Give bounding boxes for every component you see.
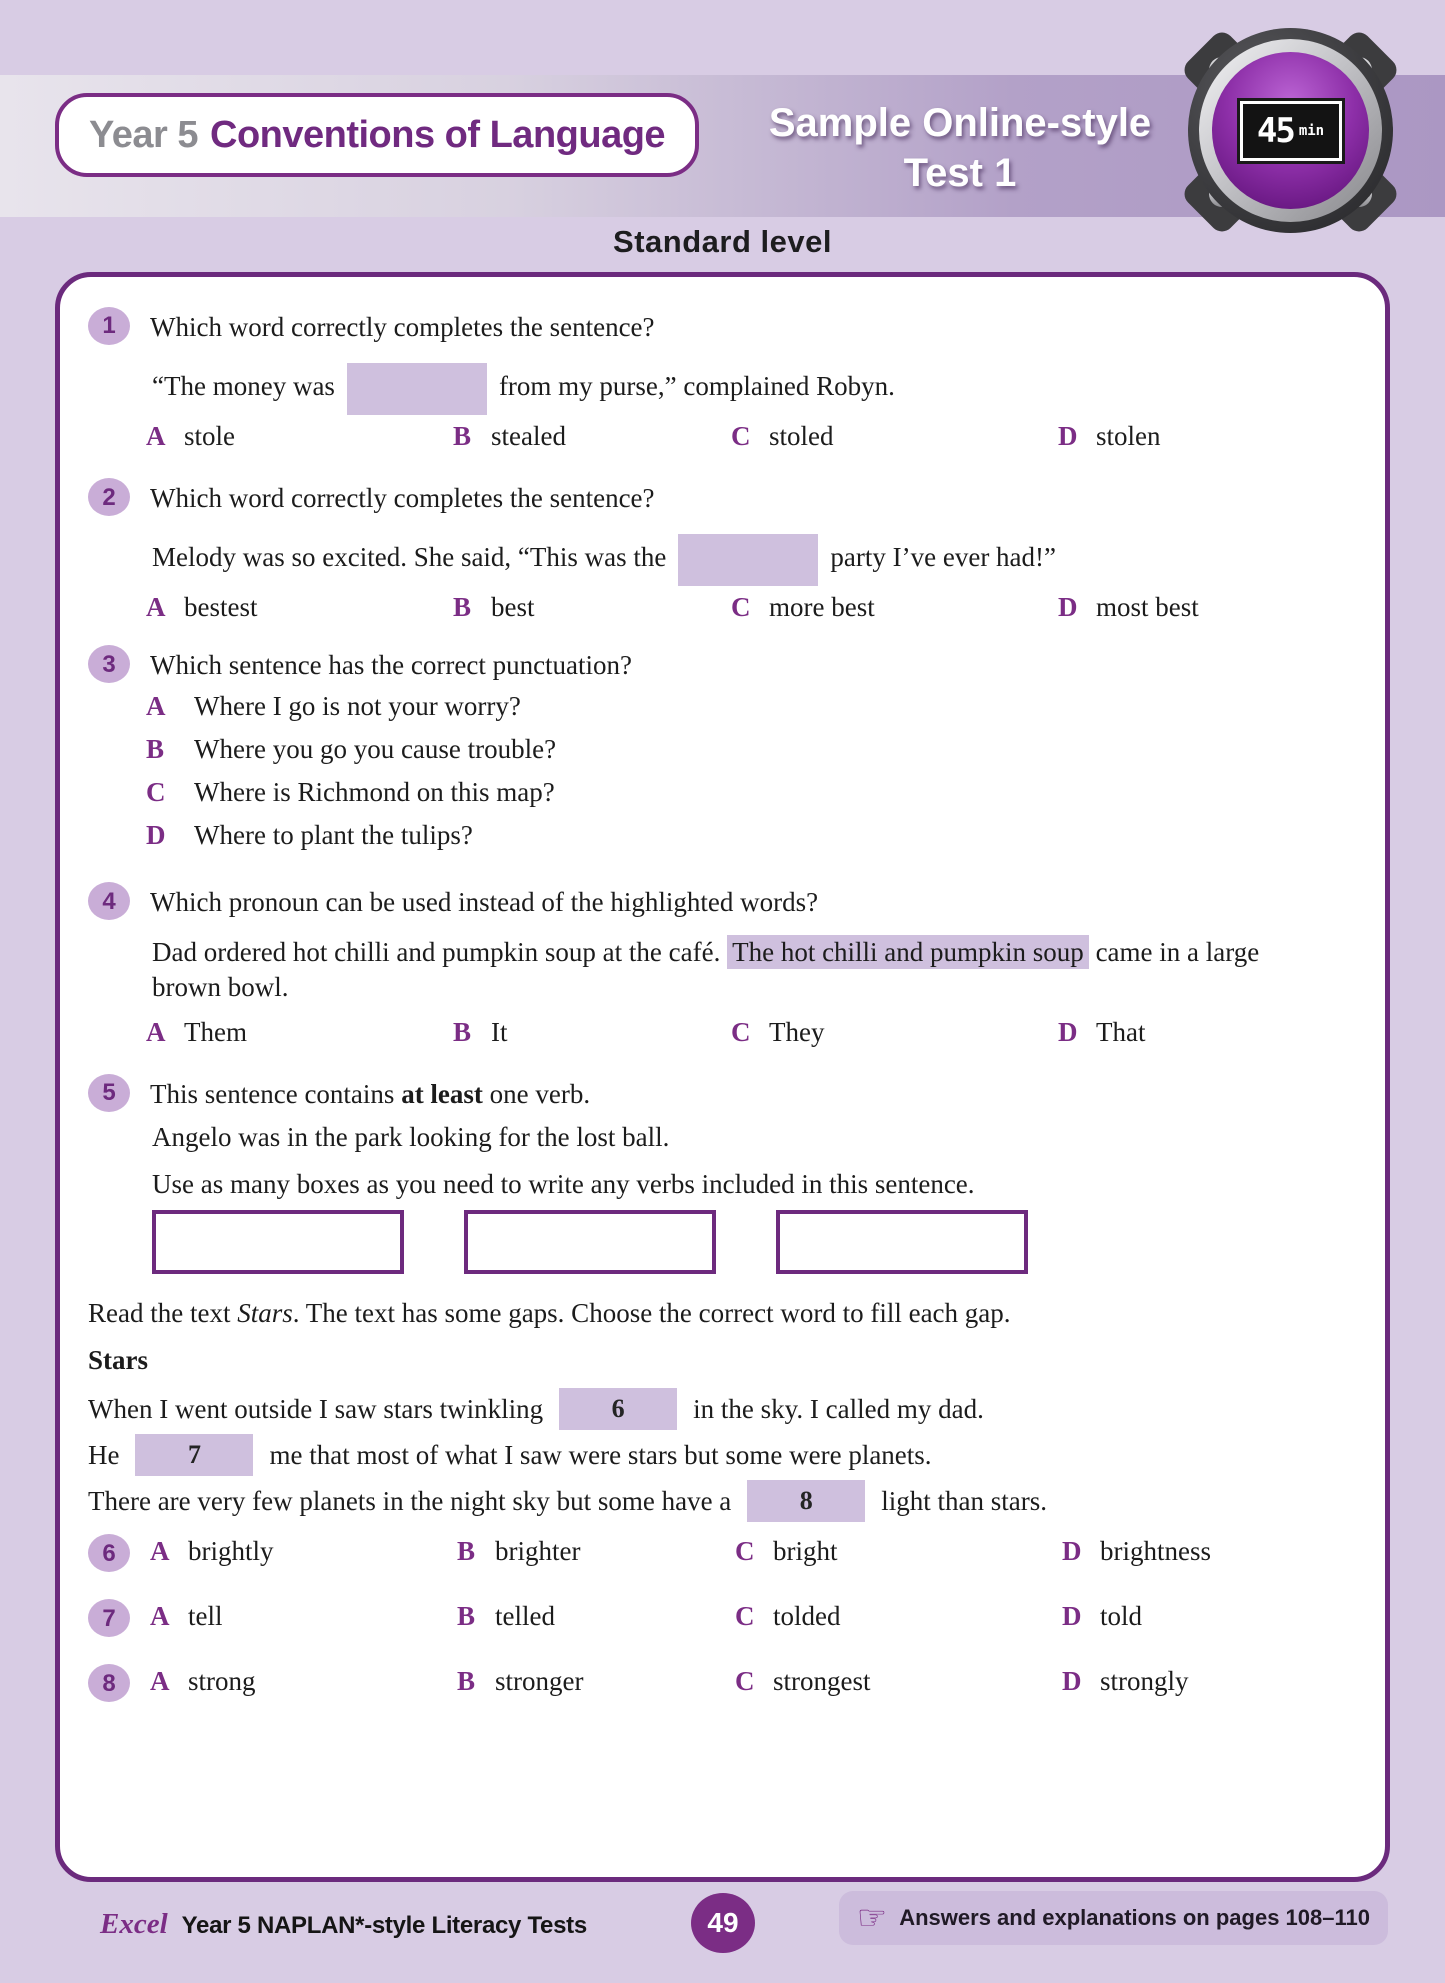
- passage-line-3: [88, 1478, 1351, 1524]
- question-7: [88, 1599, 1351, 1637]
- intro-text: . The text has some gaps. Choose the correct word to fill each gap.: [292, 1298, 1011, 1329]
- passage-text: light than stars.: [881, 1485, 1048, 1516]
- option-8d[interactable]: [1062, 1664, 1351, 1699]
- passage-text: There are very few planets in the night sky but some have a: [88, 1485, 732, 1516]
- option-letter: D: [1062, 1601, 1082, 1632]
- option-1a[interactable]: [146, 419, 453, 454]
- subject-label: Conventions of Language: [210, 113, 666, 156]
- question-2: [88, 478, 1351, 516]
- sentence-text: came in a large brown bowl.: [152, 936, 1260, 1002]
- prompt-text: This sentence contains: [150, 1078, 395, 1109]
- passage-line-2: [88, 1432, 1351, 1478]
- option-text: brightness: [1100, 1536, 1211, 1567]
- option-6a[interactable]: [150, 1534, 457, 1569]
- option-text: Where you go you cause trouble?: [194, 734, 557, 765]
- option-text: Where to plant the tulips?: [194, 820, 473, 851]
- timer-display: [1240, 101, 1342, 161]
- option-text: It: [491, 1016, 508, 1047]
- question-4-number: 4: [88, 882, 130, 920]
- option-letter: D: [1058, 592, 1078, 623]
- option-4b[interactable]: [453, 1015, 731, 1050]
- option-letter: A: [146, 421, 166, 452]
- year-label: Year 5: [89, 113, 198, 156]
- gap-8[interactable]: 8: [747, 1480, 865, 1522]
- question-3: [88, 645, 1351, 683]
- question-2-options: [146, 590, 1351, 625]
- sentence-text: “The money was: [152, 371, 335, 402]
- option-letter: C: [731, 421, 751, 452]
- intro-text: Read the text: [88, 1298, 231, 1329]
- passage-text: in the sky. I called my dad.: [693, 1393, 984, 1424]
- option-letter: C: [731, 1016, 751, 1047]
- option-4c[interactable]: [731, 1015, 1058, 1050]
- timer-ring: [1199, 39, 1382, 222]
- test-panel: [55, 272, 1390, 1882]
- option-letter: C: [146, 777, 166, 808]
- question-2-prompt: Which word correctly completes the sentence?: [150, 483, 655, 514]
- passage-text: He: [88, 1439, 120, 1470]
- option-letter: B: [457, 1536, 476, 1567]
- option-6d[interactable]: [1062, 1534, 1351, 1569]
- option-letter: D: [146, 820, 166, 851]
- option-letter: B: [453, 421, 472, 452]
- sentence-text: Dad ordered hot chilli and pumpkin soup at the café.: [152, 936, 721, 967]
- question-7-number: 7: [88, 1599, 130, 1637]
- option-letter: B: [457, 1601, 476, 1632]
- answer-box-1[interactable]: [152, 1210, 404, 1274]
- option-letter: A: [146, 691, 166, 722]
- question-6-options: [150, 1534, 1351, 1569]
- option-3d[interactable]: [146, 818, 1351, 861]
- option-letter: D: [1058, 421, 1078, 452]
- option-letter: C: [735, 1666, 755, 1697]
- question-5-instruction: Use as many boxes as you need to write any verbs included in this sentence.: [152, 1169, 975, 1200]
- question-8-number: 8: [88, 1664, 130, 1702]
- option-letter: D: [1062, 1666, 1082, 1697]
- brand-logo: Excel: [100, 1908, 168, 1940]
- sentence-text: from my purse,” complained Robyn.: [498, 371, 895, 402]
- passage-line-1: [88, 1386, 1351, 1432]
- page-number-badge: 49: [691, 1893, 755, 1953]
- option-4a[interactable]: [146, 1015, 453, 1050]
- passage-text: me that most of what I saw were stars but some were planets.: [269, 1439, 932, 1470]
- option-1b[interactable]: [453, 419, 731, 454]
- question-1-gap[interactable]: [347, 363, 487, 415]
- question-8-options: [150, 1664, 1351, 1699]
- gap-6[interactable]: 6: [559, 1388, 677, 1430]
- option-7c[interactable]: [735, 1599, 1062, 1634]
- option-text: Where I go is not your worry?: [194, 691, 521, 722]
- option-text: telled: [495, 1601, 555, 1632]
- question-5: [88, 1074, 1351, 1112]
- option-8b[interactable]: [457, 1664, 735, 1699]
- passage-title-inline: Stars: [237, 1298, 293, 1329]
- option-text: strong: [188, 1666, 256, 1697]
- passage-heading: Stars: [88, 1345, 148, 1376]
- option-7a[interactable]: [150, 1599, 457, 1634]
- option-letter: A: [150, 1536, 170, 1567]
- option-text: brightly: [188, 1536, 274, 1567]
- option-8a[interactable]: [150, 1664, 457, 1699]
- option-8c[interactable]: [735, 1664, 1062, 1699]
- question-4-options: [146, 1015, 1351, 1050]
- option-letter: A: [146, 592, 166, 623]
- option-letter: B: [146, 734, 165, 765]
- timer-unit: min: [1298, 122, 1325, 139]
- question-5-prompt: [150, 1074, 590, 1112]
- series-title: Year 5 NAPLAN*-style Literacy Tests: [181, 1912, 587, 1939]
- option-letter: A: [146, 1016, 166, 1047]
- question-3-prompt: Which sentence has the correct punctuation?: [150, 650, 633, 681]
- option-7b[interactable]: [457, 1599, 735, 1634]
- question-4: [88, 882, 1351, 920]
- option-2d[interactable]: [1058, 590, 1351, 625]
- option-2a[interactable]: [146, 590, 453, 625]
- option-2c[interactable]: [731, 590, 1058, 625]
- option-letter: A: [150, 1601, 170, 1632]
- option-text: stronger: [495, 1666, 584, 1697]
- answers-reference: [839, 1891, 1388, 1945]
- option-text: strongly: [1100, 1666, 1189, 1697]
- option-letter: D: [1062, 1536, 1082, 1567]
- passage-text: When I went outside I saw stars twinkling: [88, 1393, 544, 1424]
- timer-icon: [1188, 28, 1393, 233]
- question-3-number: 3: [88, 645, 130, 683]
- option-2b[interactable]: [453, 590, 731, 625]
- option-text: They: [769, 1016, 825, 1047]
- option-letter: B: [457, 1666, 476, 1697]
- question-1-options: [146, 419, 1351, 454]
- option-text: brighter: [495, 1536, 581, 1567]
- timer-body: [1188, 28, 1393, 233]
- question-1-sentence: [152, 363, 1351, 415]
- question-4-prompt: Which pronoun can be used instead of the highlighted words?: [150, 887, 819, 918]
- pointing-hand-icon: ☞: [856, 1898, 888, 1938]
- option-letter: D: [1058, 1016, 1078, 1047]
- question-2-sentence: [152, 534, 1351, 586]
- option-6b[interactable]: [457, 1534, 735, 1569]
- answer-box-2[interactable]: [464, 1210, 716, 1274]
- option-text: stolen: [1096, 421, 1161, 452]
- option-text: That: [1096, 1016, 1146, 1047]
- answer-box-3[interactable]: [776, 1210, 1028, 1274]
- level-heading: Standard level: [613, 224, 832, 259]
- test-title-line1: Sample Online-style: [768, 101, 1152, 145]
- option-text: tolded: [773, 1601, 841, 1632]
- option-1c[interactable]: [731, 419, 1058, 454]
- option-3c[interactable]: [146, 775, 1351, 818]
- option-letter: A: [150, 1666, 170, 1697]
- option-text: Where is Richmond on this map?: [194, 777, 555, 808]
- question-3-options: [146, 689, 1351, 861]
- gap-7[interactable]: 7: [135, 1434, 253, 1476]
- option-letter: B: [453, 1016, 472, 1047]
- question-1-prompt: Which word correctly completes the sentence?: [150, 312, 655, 342]
- option-text: Them: [184, 1016, 247, 1047]
- option-6c[interactable]: [735, 1534, 1062, 1569]
- option-text: bright: [773, 1536, 838, 1567]
- question-8: [88, 1664, 1351, 1702]
- sentence-text: Melody was so excited. She said, “This was the: [152, 542, 667, 573]
- option-text: stoled: [769, 421, 834, 452]
- highlighted-phrase: The hot chilli and pumpkin soup: [727, 935, 1089, 969]
- sentence-text: party I’ve ever had!”: [830, 542, 1057, 573]
- timer-face: [1212, 52, 1369, 209]
- passage-intro: [88, 1296, 1351, 1331]
- option-4d[interactable]: [1058, 1015, 1351, 1050]
- prompt-bold-text: at least: [401, 1078, 483, 1109]
- option-text: more best: [769, 592, 875, 623]
- question-4-text: [152, 935, 1327, 1005]
- question-6: [88, 1534, 1351, 1572]
- answers-note: Answers and explanations on pages 108–110: [899, 1905, 1370, 1930]
- option-text: strongest: [773, 1666, 871, 1697]
- option-1d[interactable]: [1058, 419, 1351, 454]
- question-5-sentence: Angelo was in the park looking for the lost ball.: [152, 1121, 670, 1152]
- test-title: [735, 98, 1185, 198]
- option-text: tell: [188, 1601, 223, 1632]
- question-1-number: 1: [88, 307, 130, 345]
- question-5-answer-boxes: [152, 1210, 1351, 1274]
- timer-minutes: 45: [1256, 110, 1294, 151]
- option-3b[interactable]: [146, 732, 1351, 775]
- option-letter: C: [735, 1536, 755, 1567]
- prompt-text: one verb.: [489, 1078, 591, 1109]
- option-letter: C: [735, 1601, 755, 1632]
- question-5-number: 5: [88, 1074, 130, 1112]
- option-7d[interactable]: [1062, 1599, 1351, 1634]
- question-2-gap[interactable]: [678, 534, 818, 586]
- footer-series: [100, 1908, 587, 1941]
- option-text: told: [1100, 1601, 1143, 1632]
- option-letter: B: [453, 592, 472, 623]
- question-2-number: 2: [88, 478, 130, 516]
- question-1: [88, 307, 1351, 345]
- option-text: stole: [184, 421, 235, 452]
- option-text: stealed: [491, 421, 566, 452]
- question-7-options: [150, 1599, 1351, 1634]
- option-text: bestest: [184, 592, 258, 623]
- option-text: most best: [1096, 592, 1199, 623]
- option-3a[interactable]: [146, 689, 1351, 732]
- option-text: best: [491, 592, 535, 623]
- test-title-line2: Test 1: [903, 151, 1017, 195]
- option-letter: C: [731, 592, 751, 623]
- question-6-number: 6: [88, 1534, 130, 1572]
- page-title: [55, 93, 699, 177]
